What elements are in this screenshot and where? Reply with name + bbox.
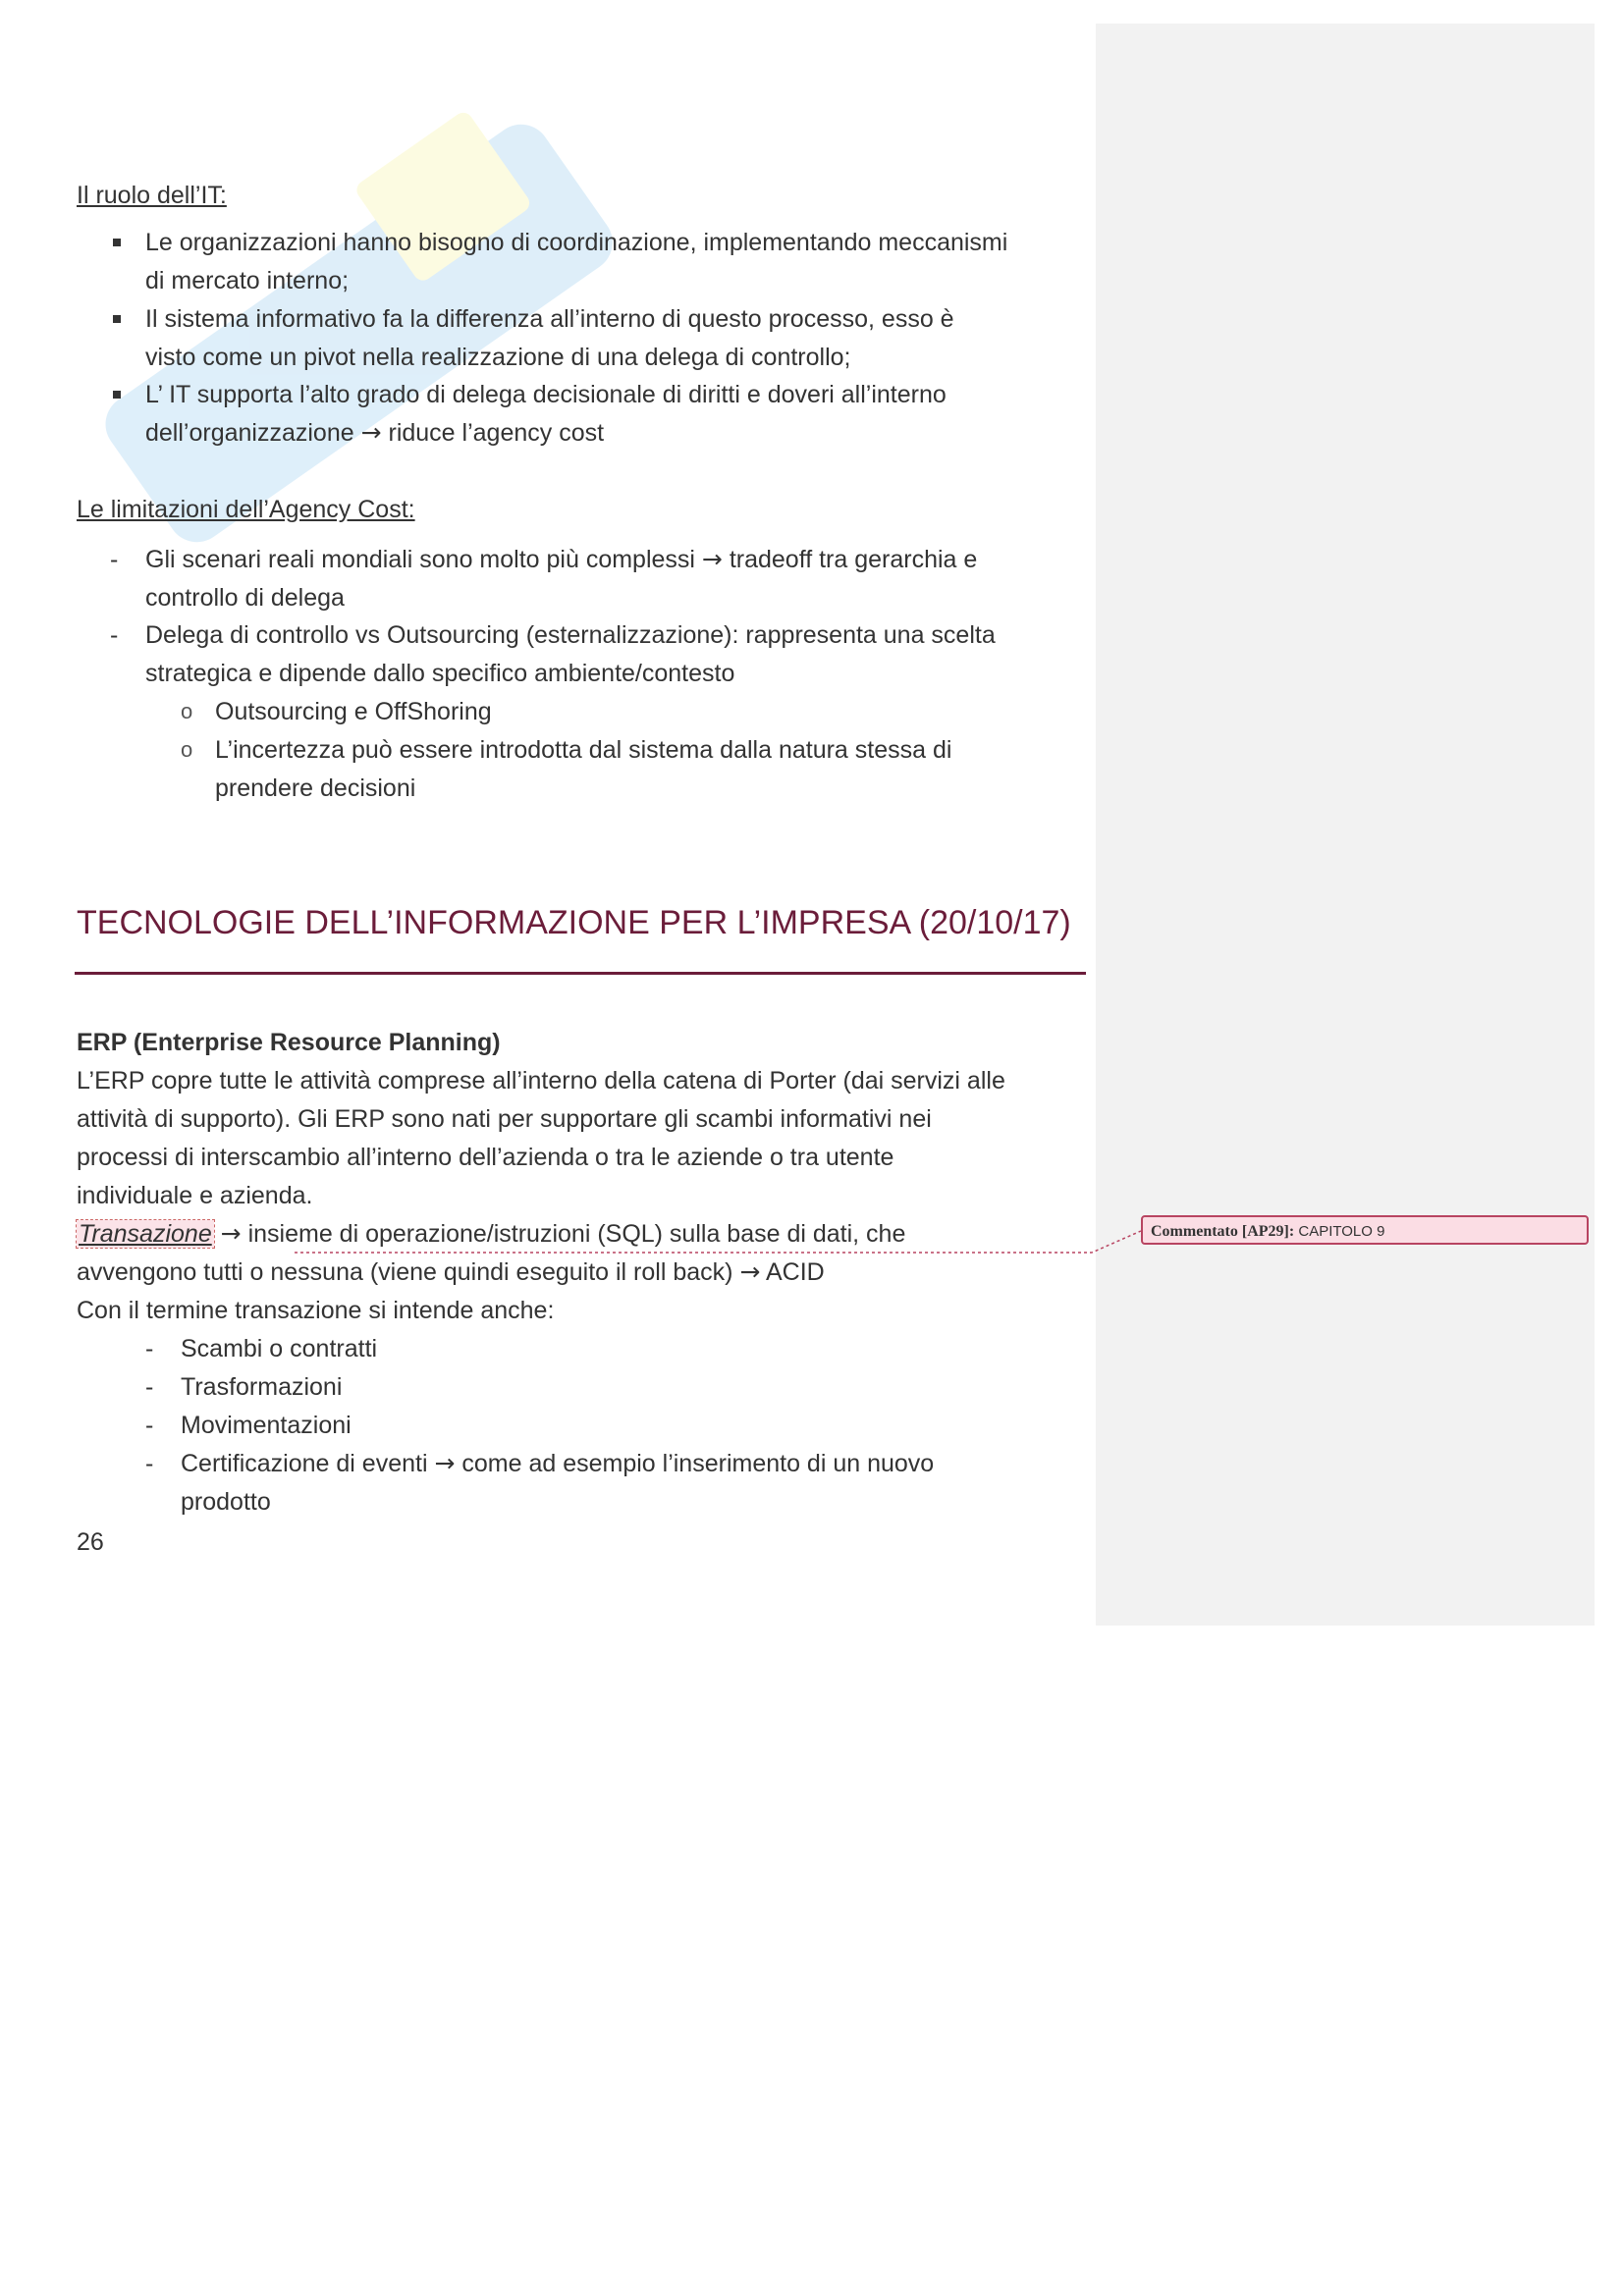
dash-bullet-icon: -: [110, 621, 119, 649]
comment-pane: [1096, 24, 1595, 1626]
square-bullet-icon: [113, 239, 121, 246]
erp-title: ERP (Enterprise Resource Planning): [77, 1029, 501, 1056]
list-item: Trasformazioni: [181, 1373, 343, 1401]
square-bullet-icon: [113, 315, 121, 323]
arrow-right-icon: →: [701, 545, 723, 573]
sub-2-line-1: L’incertezza può essere introdotta dal sistema dalla natura stessa di: [215, 736, 952, 764]
page-number: 26: [77, 1528, 104, 1556]
dash-bullet-icon: -: [145, 1373, 154, 1401]
limit-2-line-1: Delega di controllo vs Outsourcing (esternalizzazione): rappresenta una scelta: [145, 621, 996, 649]
erp-paragraph-line-4: individuale e azienda.: [77, 1182, 313, 1209]
transazione-line-2: [77, 1254, 825, 1291]
list-item: Movimentazioni: [181, 1412, 352, 1439]
arrow-right-icon: →: [739, 1257, 761, 1286]
limit-1-line-2: controllo di delega: [145, 584, 345, 612]
bullet-3-text-b: riduce l’agency cost: [388, 419, 605, 447]
acid-text: ACID: [765, 1258, 825, 1286]
list-item: [181, 1445, 934, 1482]
transazione-definition: insieme di operazione/istruzioni (SQL) sulla base di dati, che: [247, 1220, 906, 1248]
transazione-text: avvengono tutti o nessuna (viene quindi eseguito il roll back): [77, 1258, 733, 1286]
bullet-2-line-1: Il sistema informativo fa la differenza all’interno di questo processo, esso è: [145, 305, 954, 333]
list-item-text-b: come ad esempio l’inserimento di un nuovo: [461, 1450, 935, 1477]
section-title-limitazioni: Le limitazioni dell’Agency Cost:: [77, 496, 415, 523]
commented-term-transazione[interactable]: Transazione: [79, 1220, 212, 1248]
bullet-3-text-a: dell’organizzazione: [145, 419, 354, 447]
list-item-continuation: prodotto: [181, 1488, 271, 1516]
con-termine-line: Con il termine transazione si intende anche:: [77, 1297, 555, 1324]
arrow-right-icon: →: [434, 1449, 456, 1477]
bullet-1-line-2: di mercato interno;: [145, 267, 350, 294]
limit-1-text-b: tradeoff tra gerarchia e: [729, 546, 978, 573]
erp-paragraph-line-1: L’ERP copre tutte le attività comprese all’interno della catena di Porter (dai servizi alle: [77, 1067, 1005, 1095]
bullet-2-line-2: visto come un pivot nella realizzazione di una delega di controllo;: [145, 344, 851, 371]
bullet-3-line-1: L’ IT supporta l’alto grado di delega decisionale di diritti e doveri all’interno: [145, 381, 947, 408]
comment-balloon[interactable]: [1141, 1215, 1589, 1245]
arrow-right-icon: →: [220, 1219, 242, 1248]
list-item-text-a: Certificazione di eventi: [181, 1450, 428, 1477]
comment-text: CAPITOLO 9: [1298, 1223, 1385, 1240]
dash-bullet-icon: -: [110, 546, 119, 573]
erp-paragraph-line-3: processi di interscambio all’interno dell’azienda o tra le aziende o tra utente: [77, 1144, 894, 1171]
sub-1-line-1: Outsourcing e OffShoring: [215, 698, 492, 725]
dash-bullet-icon: -: [145, 1412, 154, 1439]
circle-bullet-icon: o: [181, 699, 193, 723]
comment-tag: Commentato [AP29]:: [1151, 1223, 1295, 1240]
section-title-ruolo-it: Il ruolo dell’IT:: [77, 182, 227, 209]
circle-bullet-icon: o: [181, 737, 193, 762]
dash-bullet-icon: -: [145, 1450, 154, 1477]
heading-divider: [75, 972, 1086, 975]
section-heading: TECNOLOGIE DELL’INFORMAZIONE PER L’IMPRESA (20/10/17): [77, 904, 1071, 941]
square-bullet-icon: [113, 391, 121, 399]
arrow-right-icon: →: [360, 418, 382, 447]
sub-2-line-2: prendere decisioni: [215, 774, 416, 802]
limit-1-line-1: [145, 541, 977, 578]
dash-bullet-icon: -: [145, 1335, 154, 1362]
erp-paragraph-line-2: attività di supporto). Gli ERP sono nati per supportare gli scambi informativi nei: [77, 1105, 932, 1133]
list-item: Scambi o contratti: [181, 1335, 378, 1362]
transazione-line-1: [77, 1215, 905, 1253]
limit-2-line-2: strategica e dipende dallo specifico ambiente/contesto: [145, 660, 735, 687]
bullet-1-line-1: Le organizzazioni hanno bisogno di coordinazione, implementando meccanismi: [145, 229, 1008, 256]
limit-1-text-a: Gli scenari reali mondiali sono molto più complessi: [145, 546, 695, 573]
bullet-3-line-2: [145, 414, 604, 452]
